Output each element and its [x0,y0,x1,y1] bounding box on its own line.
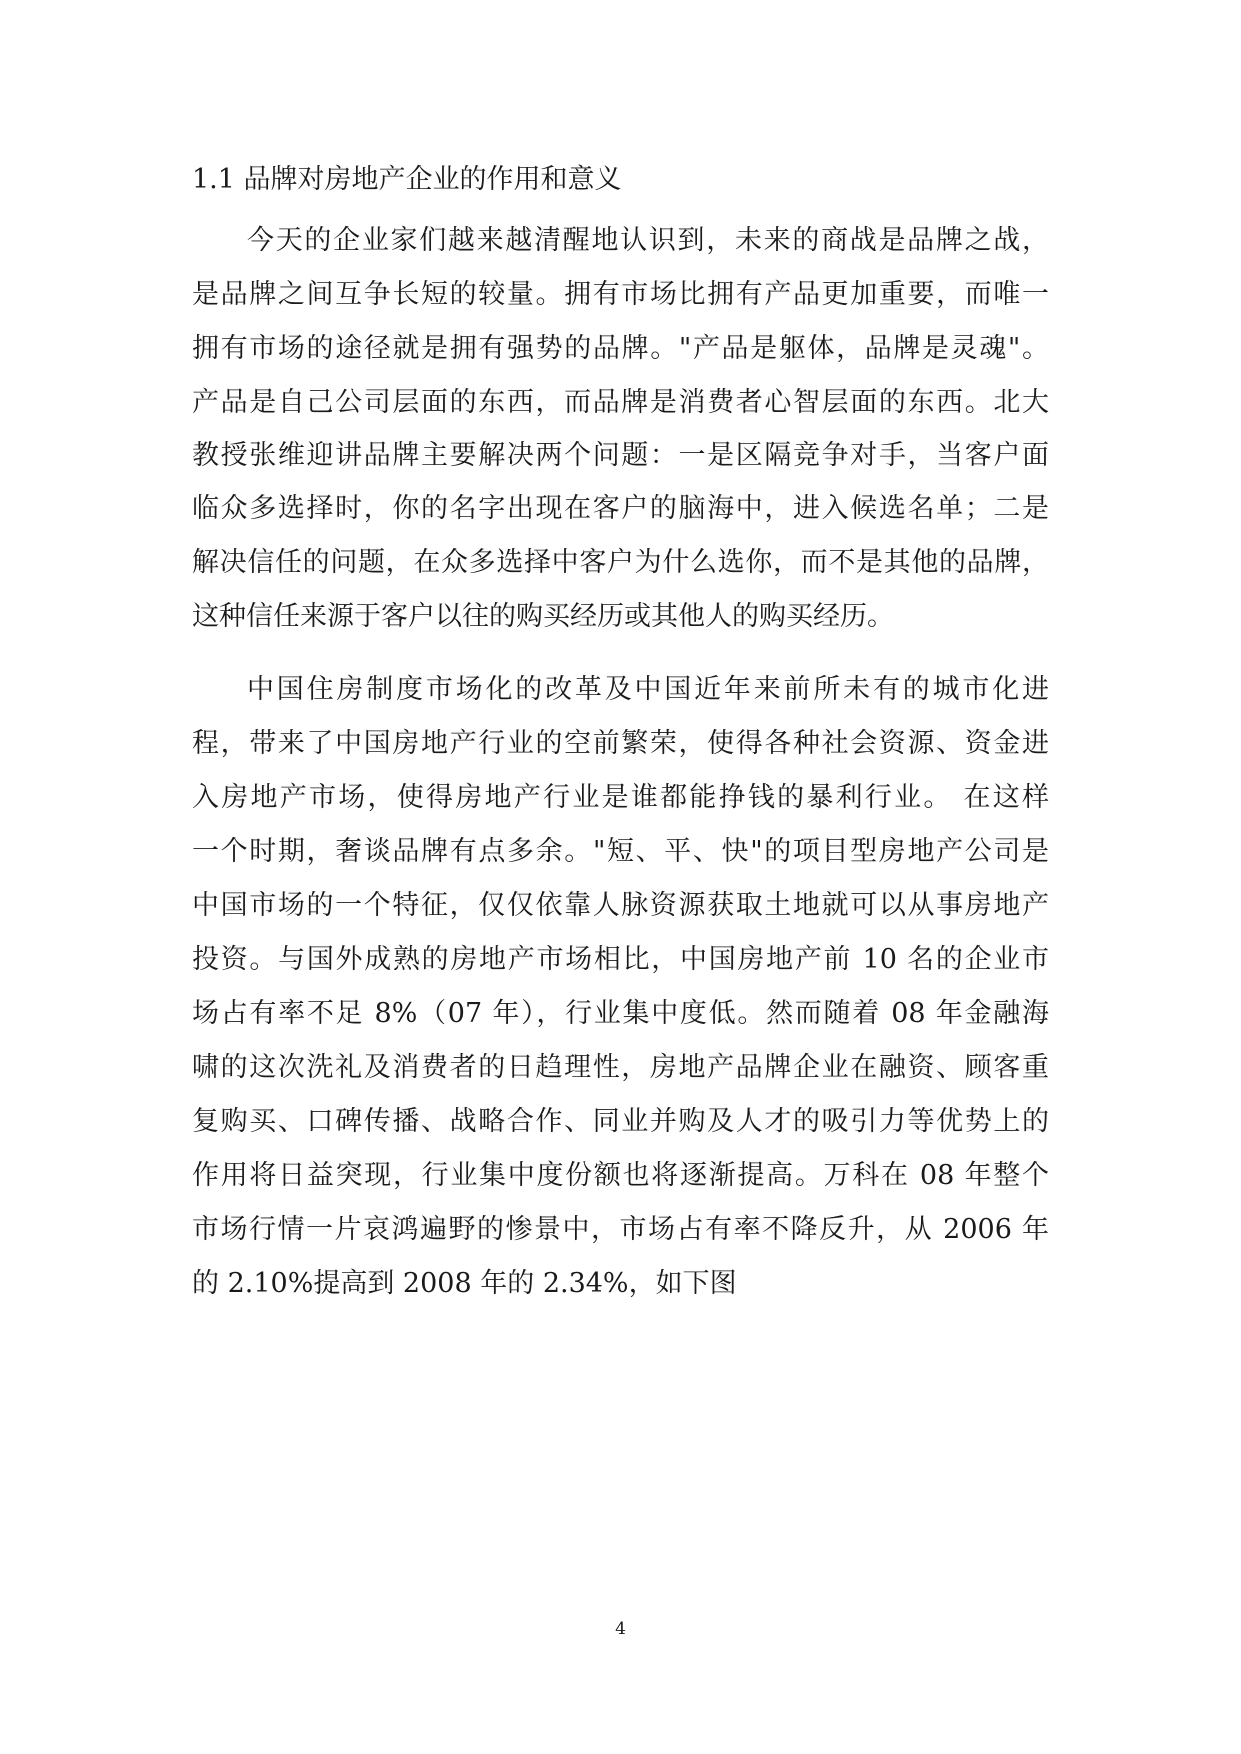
paragraph-2-line: 啸的这次洗礼及消费者的日趋理性，房地产品牌企业在融资、顾客重 [192,1052,1049,1083]
section-heading: 1.1 品牌对房地产企业的作用和意义 [192,164,622,195]
paragraph-2-line: 中国市场的一个特征，仅仅依靠人脉资源获取土地就可以从事房地产 [192,890,1049,921]
paragraph-2-line: 复购买、口碑传播、战略合作、同业并购及人才的吸引力等优势上的 [192,1106,1049,1137]
paragraph-2-line: 作用将日益突现，行业集中度份额也将逐渐提高。万科在 08 年整个 [192,1160,1049,1191]
paragraph-2-line: 程，带来了中国房地产行业的空前繁荣，使得各种社会资源、资金进 [192,728,1049,759]
paragraph-1-line: 是品牌之间互争长短的较量。拥有市场比拥有产品更加重要，而唯一 [192,279,1049,310]
paragraph-2-line: 场占有率不足 8%（07 年），行业集中度低。然而随着 08 年金融海 [192,998,1049,1029]
paragraph-2-line: 投资。与国外成熟的房地产市场相比，中国房地产前 10 名的企业市 [192,944,1049,975]
paragraph-1-line: 今天的企业家们越来越清醒地认识到，未来的商战是品牌之战， [247,225,1049,256]
paragraph-2-line: 一个时期，奢谈品牌有点多余。"短、平、快"的项目型房地产公司是 [192,836,1049,867]
paragraph-2-line: 中国住房制度市场化的改革及中国近年来前所未有的城市化进 [247,674,1049,705]
paragraph-1-line: 教授张维迎讲品牌主要解决两个问题：一是区隔竞争对手，当客户面 [192,440,1049,471]
paragraph-2-line: 市场行情一片哀鸿遍野的惨景中，市场占有率不降反升，从 2006 年 [192,1214,1049,1245]
paragraph-2-line: 的 2.10%提高到 2008 年的 2.34%，如下图 [192,1268,737,1299]
paragraph-1-line: 临众多选择时，你的名字出现在客户的脑海中，进入候选名单；二是 [192,493,1049,524]
page-number: 4 [615,1619,626,1639]
paragraph-1-line: 拥有市场的途径就是拥有强势的品牌。"产品是躯体，品牌是灵魂"。 [192,333,1049,364]
paragraph-2-line: 入房地产市场，使得房地产行业是谁都能挣钱的暴利行业。 在这样 [192,782,1049,813]
paragraph-1-line: 解决信任的问题，在众多选择中客户为什么选你，而不是其他的品牌， [192,547,1049,578]
paragraph-1-line: 这种信任来源于客户以往的购买经历或其他人的购买经历。 [192,601,894,632]
paragraph-1-line: 产品是自己公司层面的东西，而品牌是消费者心智层面的东西。北大 [192,387,1049,418]
